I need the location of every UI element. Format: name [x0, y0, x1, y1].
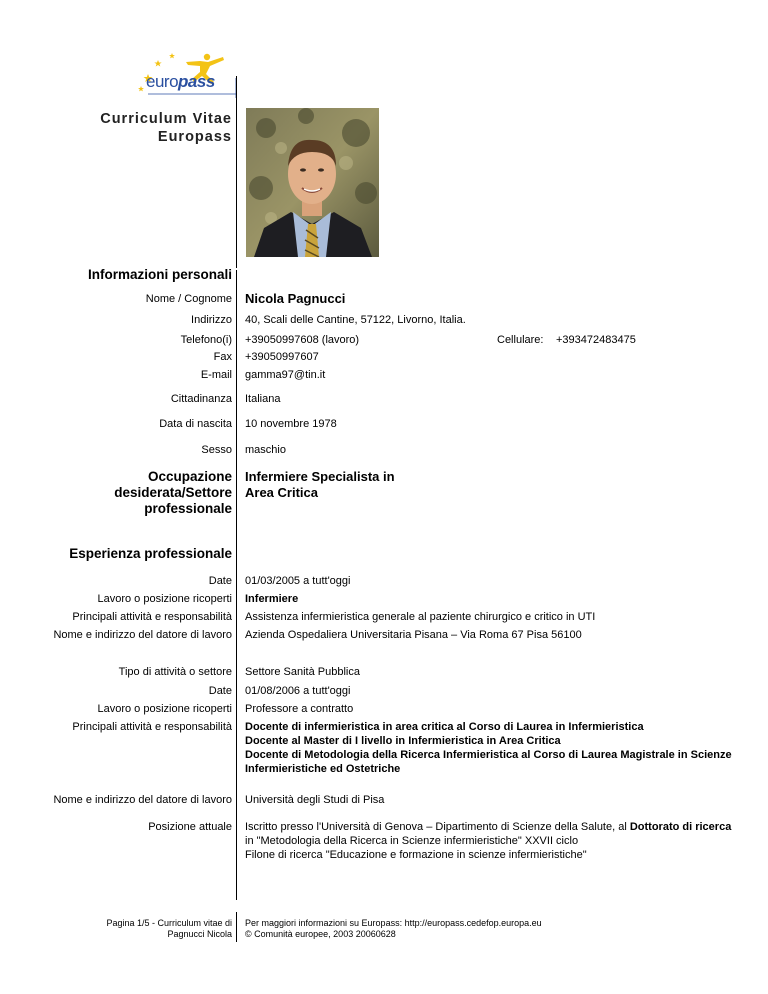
occupation-value-line1: Infermiere Specialista in: [245, 469, 395, 484]
position-value-1: Infermiere: [245, 593, 299, 605]
mobile-label: Cellulare:: [497, 334, 544, 346]
employer-value-2: Università degli Studi di Pisa: [245, 794, 385, 806]
phone-label: Telefono(i): [180, 334, 232, 346]
name-label: Nome / Cognome: [145, 293, 232, 305]
footer-page-info: Pagina 1/5 - Curriculum vitae di: [106, 918, 232, 928]
divider-line-main: [236, 270, 237, 900]
current-line1-a: Iscritto presso l'Università di Genova – Dipartimento di Scienze della Salute, al: [245, 821, 630, 833]
cv-title-line2: Europass: [157, 129, 232, 145]
date-label-2: Date: [208, 685, 232, 697]
occupation-label-line1: Occupazione: [147, 469, 232, 484]
name-value: Nicola Pagnucci: [245, 291, 346, 306]
logo-text-euro: euro: [146, 72, 179, 91]
logo-text-pass: pass: [178, 72, 215, 91]
footer-right: [245, 918, 542, 940]
footer-author: Pagnucci Nicola: [167, 929, 232, 939]
occupation-value: [245, 469, 395, 501]
occupation-value-line2: Area Critica: [245, 485, 318, 500]
current-line2: in "Metodologia della Ricerca in Scienze infermieristiche" XXVII ciclo: [245, 835, 579, 847]
email-label: E-mail: [200, 369, 232, 381]
activities-label-2: Principali attività e responsabilità: [72, 721, 232, 733]
email-value: gamma97@tin.it: [245, 369, 326, 381]
footer-left: [106, 918, 232, 940]
current-position-value: [245, 820, 731, 862]
activities-2-line4: Infermieristiche ed Ostetriche: [245, 763, 401, 775]
divider-line-footer: [236, 912, 237, 942]
section-experience: Esperienza professionale: [69, 546, 232, 561]
employer-value-1: Azienda Ospedaliera Universitaria Pisana – Via Roma 67 Pisa 56100: [245, 629, 582, 641]
section-personal-info: Informazioni personali: [87, 267, 232, 282]
occupation-label-line2: desiderata/Settore: [114, 485, 232, 500]
fax-label: Fax: [213, 351, 232, 363]
current-position-label: Posizione attuale: [148, 821, 232, 833]
cv-title-line1: Curriculum Vitae: [100, 111, 232, 127]
activities-2-line1: Docente di infermieristica in area critica al Corso di Laurea in Infermieristica: [245, 721, 644, 733]
sector-value-1: Settore Sanità Pubblica: [245, 666, 360, 678]
footer-europass-link: Per maggiori informazioni su Europass: http://europass.cedefop.europa.eu: [245, 918, 542, 928]
activities-2-line3: Docente di Metodologia della Ricerca Infermieristica al Corso di Laurea Magistrale in Scienze: [245, 749, 732, 761]
birth-label: Data di nascita: [159, 418, 232, 430]
address-label: Indirizzo: [191, 314, 232, 326]
occupation-label-line3: professionale: [144, 501, 232, 516]
position-label-1: Lavoro o posizione ricoperti: [97, 593, 232, 605]
phone-value: +39050997608 (lavoro): [245, 334, 360, 346]
sector-label-1: Tipo di attività o settore: [118, 666, 232, 678]
europass-logo: [128, 48, 240, 98]
fax-value: +39050997607: [245, 351, 319, 363]
current-line1: [245, 820, 731, 834]
address-value: 40, Scali delle Cantine, 57122, Livorno, Italia.: [245, 314, 466, 326]
mobile-value: +393472483475: [556, 334, 636, 346]
position-label-2: Lavoro o posizione ricoperti: [97, 703, 232, 715]
date-value-2: 01/08/2006 a tutt'oggi: [245, 685, 351, 697]
citizenship-label: Cittadinanza: [170, 393, 232, 405]
profile-photo: [246, 108, 379, 257]
employer-label-2: Nome e indirizzo del datore di lavoro: [53, 794, 232, 806]
date-label-1: Date: [208, 575, 232, 587]
cv-title: [100, 110, 232, 146]
citizenship-value: Italiana: [245, 393, 281, 405]
activities-value-1: Assistenza infermieristica generale al paziente chirurgico e critico in UTI: [245, 611, 596, 623]
portrait-image: [246, 108, 379, 257]
employer-label-1: Nome e indirizzo del datore di lavoro: [53, 629, 232, 641]
birth-value: 10 novembre 1978: [245, 418, 337, 430]
current-line1-b: Dottorato di ricerca: [629, 821, 732, 833]
current-line3: Filone di ricerca "Educazione e formazione in scienze infermieristiche": [245, 849, 587, 861]
occupation-label: [114, 469, 232, 517]
footer-copyright: © Comunità europee, 2003 20060628: [245, 929, 396, 939]
date-value-1: 01/03/2005 a tutt'oggi: [245, 575, 351, 587]
divider-line-top: [236, 76, 237, 268]
activities-label-1: Principali attività e responsabilità: [72, 611, 232, 623]
activities-2-line2: Docente al Master di I livello in Infermieristica in Area Critica: [245, 735, 561, 747]
sex-label: Sesso: [201, 444, 232, 456]
sex-value: maschio: [245, 444, 286, 456]
activities-value-2: [245, 720, 732, 776]
position-value-2: Professore a contratto: [245, 703, 354, 715]
